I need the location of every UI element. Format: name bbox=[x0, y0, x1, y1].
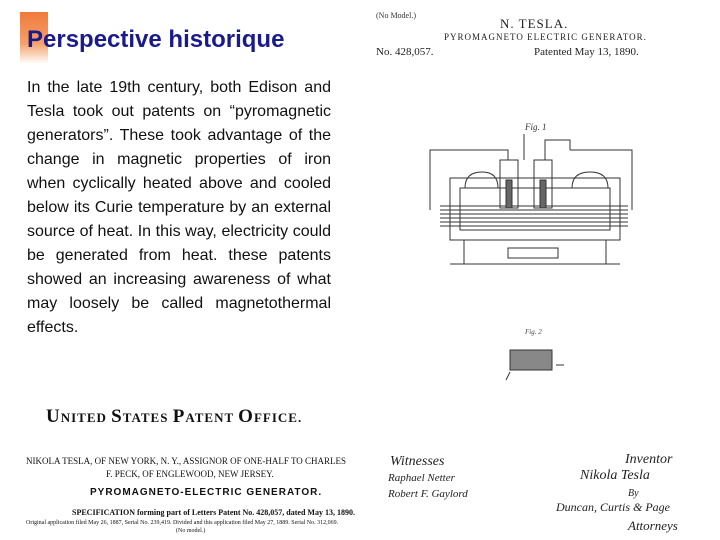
inventor-signature: Nikola Tesla bbox=[580, 468, 650, 483]
patent-application-note: Original application filed May 26, 1887, Serial No. 239,419. Divided and this application filed May 27, 1889. Serial No. 312,069. bbox=[26, 520, 339, 526]
inventor-label: Inventor bbox=[625, 452, 673, 467]
slide-body-text: In the late 19th century, both Edison and Tesla took out patents on “pyromagnetic generators”. These took advantage of the change in magnetic properties of iron when cyclically heated above and cooled below its Curie temperature by an external source of heat. In this way, electricity could be generated from heat. these patents showed an increasing awareness of what may loosely be called magnetothermal effects. bbox=[27, 79, 331, 336]
fig1-label: Fig. 1 bbox=[525, 122, 547, 132]
fig2-core-diagram bbox=[506, 350, 564, 380]
witnesses-label: Witnesses bbox=[390, 454, 445, 469]
attorneys-label: Attorneys bbox=[628, 518, 678, 533]
witness-1-signature: Raphael Netter bbox=[388, 472, 455, 484]
patent-model-note-small: (No model.) bbox=[176, 528, 206, 534]
patent-title: PYROMAGNETO ELECTRIC GENERATOR. bbox=[444, 32, 647, 42]
patent-text-excerpt bbox=[26, 400, 356, 540]
patent-number: No. 428,057. bbox=[376, 46, 434, 58]
patent-specification-line: SPECIFICATION forming part of Letters Patent No. 428,057, dated May 13, 1890. bbox=[72, 508, 355, 517]
patent-model-note: (No Model.) bbox=[376, 11, 416, 20]
attorneys-signature: Duncan, Curtis & Page bbox=[556, 500, 670, 514]
patent-inventor-name: N. TESLA. bbox=[500, 16, 569, 31]
patent-assignment-line-2: F. PECK, OF ENGLEWOOD, NEW JERSEY. bbox=[106, 469, 274, 479]
patent-office-header: UNITED STATES PATENT OFFICE. bbox=[46, 406, 303, 427]
patent-date: Patented May 13, 1890. bbox=[534, 46, 639, 58]
witness-2-signature: Robert F. Gaylord bbox=[388, 488, 468, 500]
by-label: By bbox=[628, 488, 639, 499]
patent-signature-block bbox=[370, 450, 710, 540]
fig1-generator-diagram bbox=[430, 134, 632, 264]
patent-drawing-sheet bbox=[360, 0, 720, 540]
slide-title: Perspective historique bbox=[27, 26, 285, 53]
patent-assignment-line-1: NIKOLA TESLA, OF NEW YORK, N. Y., ASSIGNOR OF ONE-HALF TO CHARLES bbox=[26, 456, 347, 466]
fig2-label: Fig. 2 bbox=[525, 328, 542, 336]
patent-heading: PYROMAGNETO-ELECTRIC GENERATOR. bbox=[90, 487, 323, 498]
patent-figure-drawing bbox=[420, 110, 650, 400]
